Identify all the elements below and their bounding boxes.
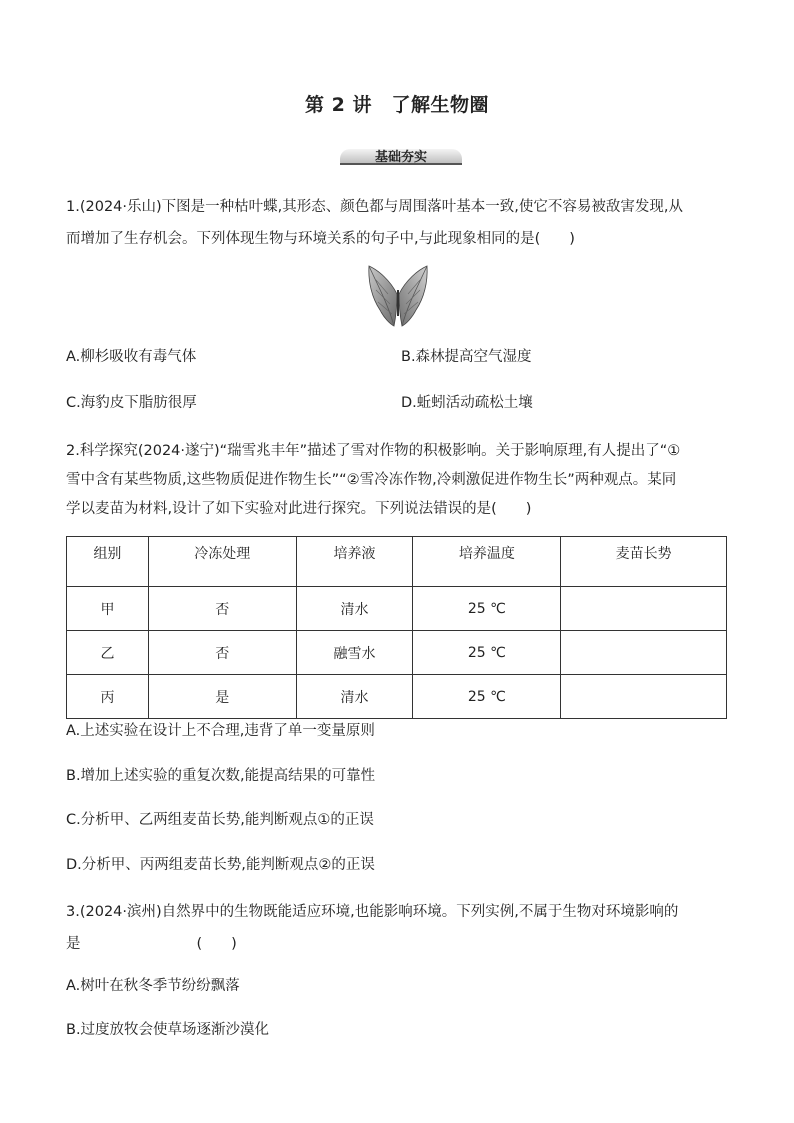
q1-stem-line-2: 而增加了生存机会。下列体现生物与环境关系的句子中,与此现象相同的是( ) [66,231,575,247]
q1-option-a: A.柳杉吸收有毒气体 [66,349,197,365]
table-cell [561,631,727,675]
table-cell [561,587,727,631]
table-row [67,631,727,675]
table-header-cell: 培养温度 [413,537,561,587]
q2-option-a: A.上述实验在设计上不合理,违背了单一变量原则 [66,723,375,739]
q3-stem-line-1: 3.(2024·滨州)自然界中的生物既能适应环境,也能影响环境。下列实例,不属于生物对环境影响的 [66,904,679,920]
table-cell: 25 ℃ [413,631,561,675]
table-header-cell: 麦苗长势 [561,537,727,587]
q1-option-d: D.蚯蚓活动疏松土壤 [401,395,533,411]
table-cell: 25 ℃ [413,675,561,719]
table-cell: 25 ℃ [413,587,561,631]
q3-stem-line-2: 是 ( ) [66,936,237,952]
q1-option-c: C.海豹皮下脂肪很厚 [66,395,197,411]
table-header-cell: 培养液 [296,537,413,587]
table-header-cell: 组别 [67,537,149,587]
table-cell: 否 [148,587,296,631]
q3-option-b: B.过度放牧会使草场逐渐沙漠化 [66,1022,270,1038]
q2-stem-line-3: 学以麦苗为材料,设计了如下实验对此进行探究。下列说法错误的是( ) [66,501,532,517]
q3-option-a: A.树叶在秋冬季节纷纷飘落 [66,978,240,994]
table-header-row [67,537,727,587]
table-row [67,587,727,631]
table-cell: 乙 [67,631,149,675]
table-cell: 甲 [67,587,149,631]
q3-stem [66,896,736,960]
table-row [67,675,727,719]
table-cell: 清水 [296,587,413,631]
table-cell: 清水 [296,675,413,719]
q2-option-c: C.分析甲、乙两组麦苗长势,能判断观点①的正误 [66,812,374,828]
experiment-table [66,536,727,719]
section-badge [340,145,462,167]
q2-option-d: D.分析甲、丙两组麦苗长势,能判断观点②的正误 [66,857,375,873]
q1-stem [66,194,736,252]
q2-stem-line-2: 雪中含有某些物质,这些物质促进作物生长”“②雪冷冻作物,冷刺激促进作物生长”两种观点。某同 [66,472,677,488]
table-header-cell: 冷冻处理 [148,537,296,587]
table-cell: 丙 [67,675,149,719]
q2-stem [66,437,736,524]
lesson-title: 第 2 讲 了解生物圈 [305,94,489,116]
section-badge-label: 基础夯实 [374,150,427,165]
table-cell [561,675,727,719]
q1-option-b: B.森林提高空气湿度 [401,349,532,365]
q2-stem-line-1: 2.科学探究(2024·遂宁)“瑞雪兆丰年”描述了雪对作物的积极影响。关于影响原理,有人提出了“① [66,443,681,459]
q1-stem-line-1: 1.(2024·乐山)下图是一种枯叶蝶,其形态、颜色都与周围落叶基本一致,使它不容易被敌害发现,从 [66,199,683,215]
table-cell: 否 [148,631,296,675]
table-cell: 融雪水 [296,631,413,675]
butterfly-icon [366,264,430,328]
table-cell: 是 [148,675,296,719]
q2-option-b: B.增加上述实验的重复次数,能提高结果的可靠性 [66,768,376,784]
